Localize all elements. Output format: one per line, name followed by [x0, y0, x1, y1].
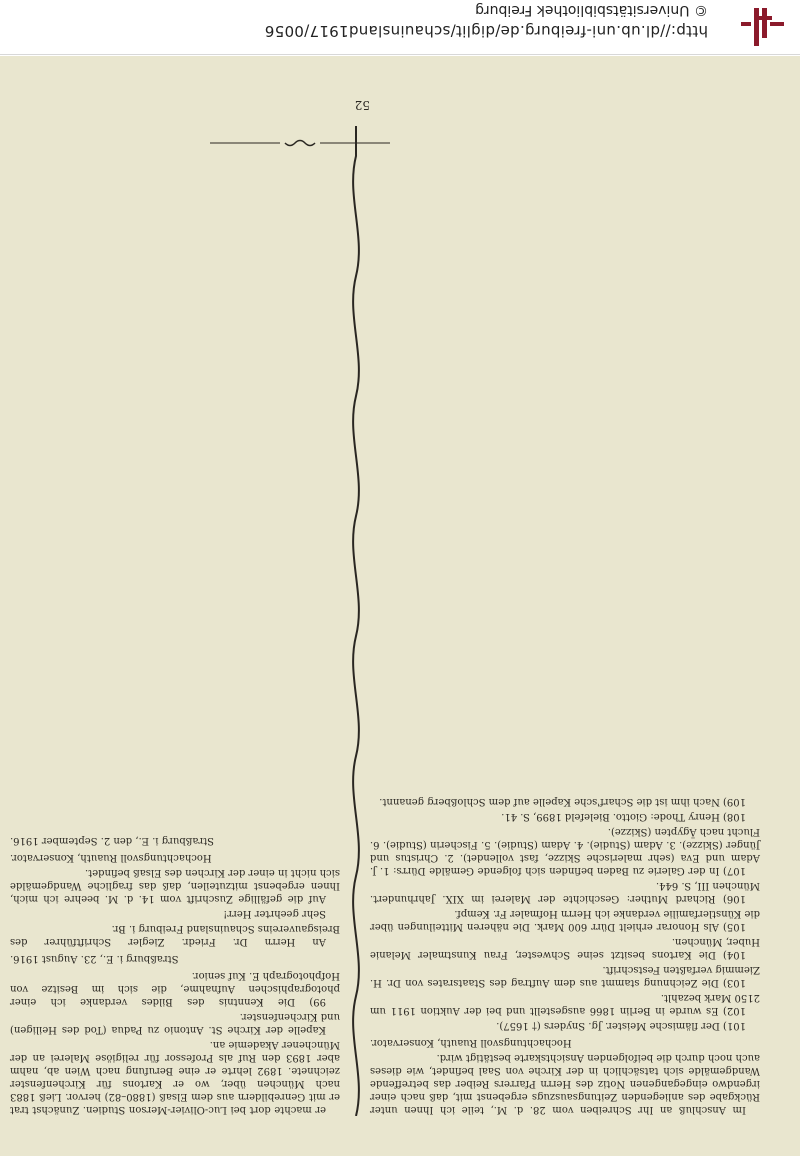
- paragraph: Kapelle der Kirche St. Antonio zu Padua (Tod des Heiligen) und Kirchenfenster.: [10, 1011, 340, 1035]
- footnote: 108) Henry Thode: Giotto. Bielefeld 1899, S. 41.: [501, 811, 746, 822]
- letter-body: Auf die gefällige Zuschrift vom 14. d. M. beehre ich mich, Ihnen ergebenst mitzuteilen, daß das fragliche Wandgemälde sich nicht in einer der Kirchen des Elsaß befindet.: [10, 867, 340, 904]
- page-number: 52: [354, 98, 370, 112]
- page-content-rotated: [0, 56, 800, 1156]
- paragraph: Im Anschluß an Ihr Schreiben vom 28. d. M., teile ich Ihnen unter Rückgabe des anliegenden Zeitungsauszugs ergebenst mit, daß nach einer irgendwo eingegangenen Notiz des Herrn Pfarrers Reiber das betreffende Wandgemälde sich tatsächlich in der Kirche von Saal befindet, wie dieses auch noch durch die beifolgenden Ansichtskarte bestätigt wird.: [370, 1052, 760, 1115]
- footnote: 106) Richard Muther: Geschichte der Malerei im XIX. Jahrhundert. München III, S. 644.: [370, 880, 760, 904]
- paragraph: er machte dort bei Luc-Olivier-Merson Studien. Zunächst trat er mit Genrebildern aus dem Elsaß (1880–82) hervor. Ließ 1883 nach München über, wo er Kartons für Kirchenfenster zeichnete. 1892 lehrte er eine Berufung nach Wien ab, nahm aber 1893 den Ruf als Professor für religiöse Malerei an der Münchener Akademie an.: [10, 1039, 340, 1115]
- vine-ornament-icon: [344, 126, 368, 1116]
- footnote: 105) Als Honorar erhielt Dürr 600 Mark. Die näheren Mitteilungen über die Künstlerfamilie verdanke ich Herrn Hofmaler Fr. Kempf.: [370, 908, 760, 932]
- footnote: 103) Die Zeichnung stammt aus dem Auftrag des Staatsrates von Dr. H. Ziemmig verfaßten Festschrift.: [370, 964, 760, 988]
- left-column: [370, 793, 760, 1116]
- footnote: 107) In der Galerie zu Baden befinden sich folgende Gemälde Dürrs: 1. J. Adam und Eva (sehr malerische Skizze, fast vollendet). 2. Christus und Jünger (Skizze). 3. Adam (Studie). 4. Adam (Studie). 5. Fischerin (Studie). 6. Flucht nach Ägypten (Skizze).: [370, 826, 760, 876]
- footnote: 109) Nach ihm ist die Scharf'sche Kapelle auf dem Schloßberg genannt.: [379, 796, 746, 807]
- footnote: 99) Die Kenntnis des Bildes verdanke ich einer photographischen Aufnahme, die sich im Besitze von Hofphotograph E. Kuf senior.: [10, 970, 340, 1007]
- letter-date: Straßburg i. E., den 2. September 1916.: [10, 835, 215, 846]
- source-url-link[interactable]: http://dl.ub.uni-freiburg.de/diglit/schauinsland1917/0056: [264, 22, 708, 40]
- footnote: 102) Es wurde in Berlin 1866 ausgestellt und bei der Auktion 1911 um 2150 Mark bezahlt.: [370, 992, 760, 1016]
- signoff: Hochachtungsvoll Ruauth, Konservator.: [10, 852, 212, 863]
- letter-salutation: Sehr geehrter Herr!: [223, 908, 326, 919]
- letter-address: An Herrn Dr. Friedr. Ziegler Schriftführer des Breisgauvereins Schauinsland Freiburg i. Br.: [10, 923, 340, 947]
- footnote: 101) Der flämische Meister. Jg. Snyders († 1657).: [496, 1020, 746, 1031]
- header-text: [8, 2, 708, 40]
- viewer-header: [0, 0, 800, 55]
- scanned-page: [0, 56, 800, 1156]
- signoff: Hochachtungsvoll Ruauth, Konservator.: [370, 1037, 572, 1048]
- letter-date: Straßburg i. E., 23. August 1916.: [10, 953, 179, 964]
- right-column: [10, 830, 340, 1116]
- library-logo-icon: [740, 6, 786, 48]
- footnote: 104) Die Kartons besitzt seine Schwester, Frau Kunstmaler Melanie Huber, München.: [370, 936, 760, 960]
- copyright-notice: © Universitätsbibliothek Freiburg: [475, 2, 708, 18]
